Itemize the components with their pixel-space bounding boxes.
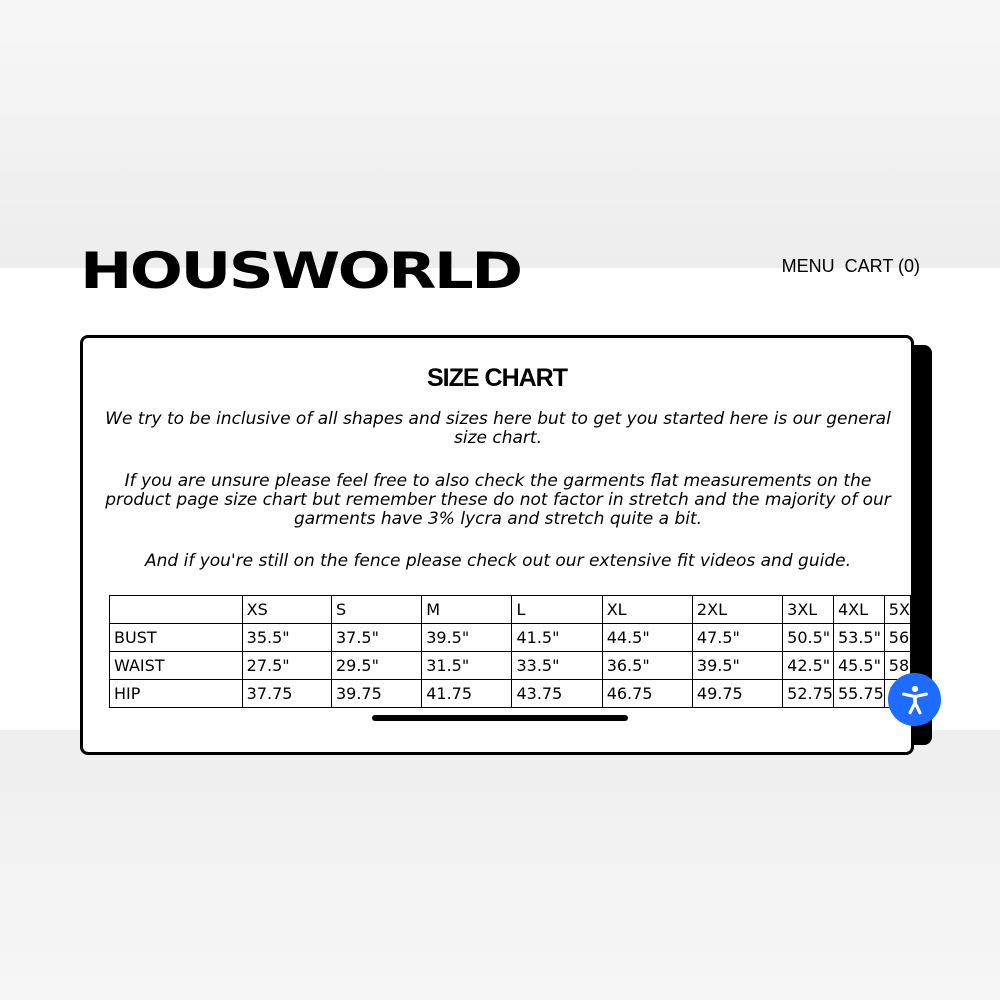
- accessibility-icon: [898, 683, 932, 717]
- measurements-paragraph: If you are unsure please feel free to also check the garments flat measurements on the product page size chart but remember these do not factor in stretch and the majority of our garments have 3% lycra and stretch quite a bit.: [105, 471, 891, 529]
- table-cell: 29.5": [331, 652, 421, 680]
- table-cell: 39.75: [331, 680, 421, 708]
- table-cell: 39.5": [422, 624, 512, 652]
- photo-background-top: [0, 0, 1000, 268]
- row-label: HIP: [110, 680, 243, 708]
- header-cell: [110, 596, 243, 624]
- table-cell: 41.5": [512, 624, 602, 652]
- modal-title: SIZE CHART: [427, 364, 567, 392]
- intro-paragraph: We try to be inclusive of all shapes and sizes here but to get you started here is our general size chart.: [105, 409, 891, 448]
- size-chart-table: [109, 595, 911, 708]
- table-header-row: [110, 596, 911, 624]
- header-cell: L: [512, 596, 602, 624]
- table-cell: 43.75: [512, 680, 602, 708]
- table-cell: 35.5": [242, 624, 331, 652]
- table-cell: 56: [884, 624, 910, 652]
- header-cell: S: [331, 596, 421, 624]
- brand-logo[interactable]: [80, 242, 521, 300]
- header-cell: 2XL: [692, 596, 782, 624]
- table-cell: 36.5": [602, 652, 692, 680]
- table-cell: 53.5": [833, 624, 884, 652]
- fit-guide-paragraph: And if you're still on the fence please check out our extensive fit videos and guide.: [145, 551, 851, 571]
- table-cell: 33.5": [512, 652, 602, 680]
- table-cell: 52.75: [783, 680, 834, 708]
- table-cell: 42.5": [783, 652, 834, 680]
- table-cell: 27.5": [242, 652, 331, 680]
- accessibility-button[interactable]: [888, 673, 941, 726]
- table-cell: 55.75: [833, 680, 884, 708]
- header-cell: 5X: [884, 596, 910, 624]
- table-cell: 47.5": [692, 624, 782, 652]
- header-cell: M: [422, 596, 512, 624]
- header-cell: 4XL: [833, 596, 884, 624]
- table-cell: 37.5": [331, 624, 421, 652]
- table-cell: 44.5": [602, 624, 692, 652]
- horizontal-scrollbar[interactable]: [372, 715, 628, 721]
- table-cell: 39.5": [692, 652, 782, 680]
- row-label: BUST: [110, 624, 243, 652]
- table-cell: 37.75: [242, 680, 331, 708]
- table-cell: 46.75: [602, 680, 692, 708]
- table-cell: 41.75: [422, 680, 512, 708]
- cart-link[interactable]: CART (0): [844, 256, 920, 276]
- table-cell: 50.5": [783, 624, 834, 652]
- top-nav: [782, 256, 920, 277]
- size-chart-modal: [80, 335, 914, 755]
- table-row: [110, 680, 911, 708]
- table-cell: 58: [884, 652, 910, 680]
- header-cell: 3XL: [783, 596, 834, 624]
- row-label: WAIST: [110, 652, 243, 680]
- photo-background-bottom: [0, 730, 1000, 1000]
- table-cell: 45.5": [833, 652, 884, 680]
- table-cell: 49.75: [692, 680, 782, 708]
- logo-text: HOUSWORLD: [80, 242, 521, 300]
- table-row: [110, 624, 911, 652]
- menu-link[interactable]: MENU: [781, 256, 835, 276]
- header-cell: XS: [242, 596, 331, 624]
- table-cell: 31.5": [422, 652, 512, 680]
- header-cell: XL: [602, 596, 692, 624]
- table-row: [110, 652, 911, 680]
- phone-screen: [0, 242, 1000, 730]
